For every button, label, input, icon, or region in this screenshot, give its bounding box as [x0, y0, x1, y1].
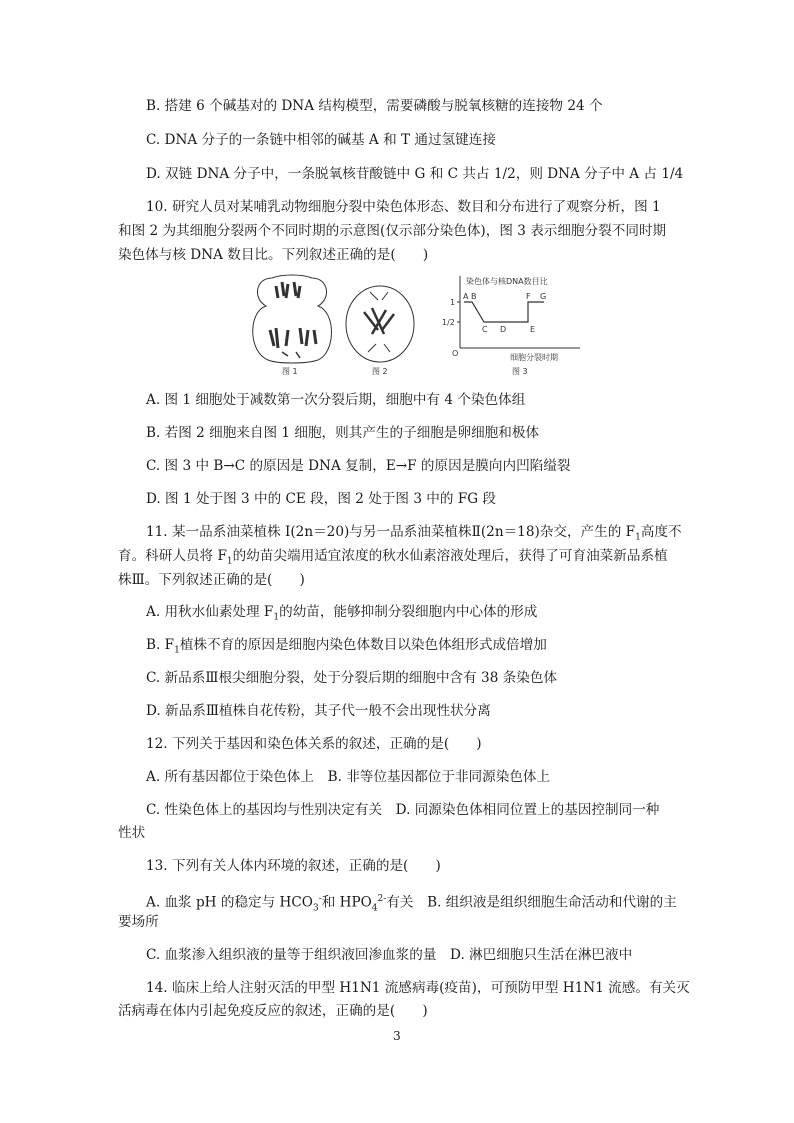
q12-options-cd: C. 性染色体上的基因均与性别决定有关 D. 同源染色体相同位置上的基因控制同一种 [146, 802, 660, 818]
q11-option-d: D. 新品系Ⅲ植株自花传粉，其子代一般不会出现性状分离 [146, 703, 491, 719]
q11-line-2: 育。科研人员将 $F_1$的幼苗尖端用适宜浓度的秋水仙素溶液处理后，获得了可育油菜新品系植 [118, 548, 668, 567]
q11-option-a: A. 用秋水仙素处理 $F_1$的幼苗，能够抑制分裂细胞内中心体的形成 [146, 604, 538, 623]
q12-options-cd-cont: 性状 [118, 825, 146, 841]
q10-line-3: 染色体与核 DNA 数目比。下列叙述正确的是( ) [118, 247, 429, 263]
cell-division-figures [244, 272, 584, 380]
fig1-caption: 图 1 [282, 367, 298, 376]
fig3-yhalf: 1/2 [442, 318, 455, 327]
line-q9b: B. 搭建 6 个碱基对的 DNA 结构模型，需要磷酸与脱氧核糖的连接物 24 个 [146, 98, 603, 114]
fig3-point-g: G [540, 292, 547, 301]
q10-option-b: B. 若图 2 细胞来自图 1 细胞，则其产生的子细胞是卵细胞和极体 [146, 425, 540, 441]
fig3-point-a: A [463, 292, 469, 301]
fig2-caption: 图 2 [372, 367, 388, 376]
fig3-y1: 1 [450, 298, 456, 307]
fig3-ylabel: 染色体与核DNA数目比 [466, 277, 548, 286]
figure-3-chart [457, 276, 580, 348]
q14-line-2: 活病毒在体内引起免疫反应的叙述，正确的是( ) [118, 1003, 428, 1019]
fig3-point-c: C [482, 325, 488, 334]
line-q9c: C. DNA 分子的一条链中相邻的碱基 A 和 T 通过氢键连接 [146, 132, 496, 148]
fig3-point-e: E [530, 325, 536, 334]
q13-options-cd: C. 血浆渗入组织液的量等于组织液回渗血浆的量 D. 淋巴细胞只生活在淋巴液中 [146, 947, 633, 963]
fig3-point-b: B [471, 292, 477, 301]
q12-stem: 12. 下列关于基因和染色体关系的叙述，正确的是( ) [146, 736, 482, 752]
q10-option-c: C. 图 3 中 B→C 的原因是 DNA 复制，E→F 的原因是膜向内凹陷缢裂 [146, 458, 571, 474]
fig3-caption: 图 3 [512, 367, 528, 376]
page-number: 3 [393, 1029, 401, 1043]
q11-line-3: 株Ⅲ。下列叙述正确的是( ) [118, 572, 305, 588]
q12-options-ab: A. 所有基因都位于染色体上 B. 非等位基因都位于非同源染色体上 [146, 769, 551, 785]
q10-option-a: A. 图 1 细胞处于减数第一次分裂后期，细胞中有 4 个染色体组 [146, 392, 526, 408]
q11-option-c: C. 新品系Ⅲ根尖细胞分裂，处于分裂后期的细胞中含有 38 条染色体 [146, 670, 558, 686]
fig3-xlabel: 细胞分裂时期 [510, 353, 558, 362]
fig3-origin: O [452, 349, 459, 358]
figure-1-cell [253, 275, 332, 363]
q10-line-1: 10. 研究人员对某哺乳动物细胞分裂中染色体形态、数目和分布进行了观察分析，图 1 [146, 199, 661, 215]
q13-options-ab-cont: 要场所 [118, 914, 159, 930]
q13-options-ab: A. 血浆 pH 的稳定与 $HCO_3^-$和 $HPO_4^{2-}$有关 B. 组织液是组织细胞生命活动和代谢的主 [146, 894, 677, 914]
q10-option-d: D. 图 1 处于图 3 中的 CE 段，图 2 处于图 3 中的 FG 段 [146, 491, 497, 507]
fig3-point-d: D [500, 325, 507, 334]
q11-line-1: 11. 某一品系油菜植株 I(2n＝20)与另一品系油菜植株Ⅱ(2n＝18)杂交，产生的 $F_1$高度不 [146, 524, 682, 543]
q14-line-1: 14. 临床上给人注射灭活的甲型 H1N1 流感病毒(疫苗)，可预防甲型 H1N1 流感。有关灭 [146, 980, 690, 996]
q11-option-b: B. $F_1$植株不育的原因是细胞内染色体数目以染色体组形式成倍增加 [146, 637, 547, 656]
figure-group [244, 272, 584, 380]
q13-stem: 13. 下列有关人体内环境的叙述，正确的是( ) [146, 858, 441, 874]
q10-line-2: 和图 2 为其细胞分裂两个不同时期的示意图(仅示部分染色体)，图 3 表示细胞分裂不同时期 [118, 223, 667, 239]
figure-2-cell [346, 286, 414, 362]
fig3-point-f: F [526, 292, 531, 301]
line-q9d: D. 双链 DNA 分子中，一条脱氧核苷酸链中 G 和 C 共占 1/2，则 DNA 分子中 A 占 1/4 [146, 166, 684, 182]
